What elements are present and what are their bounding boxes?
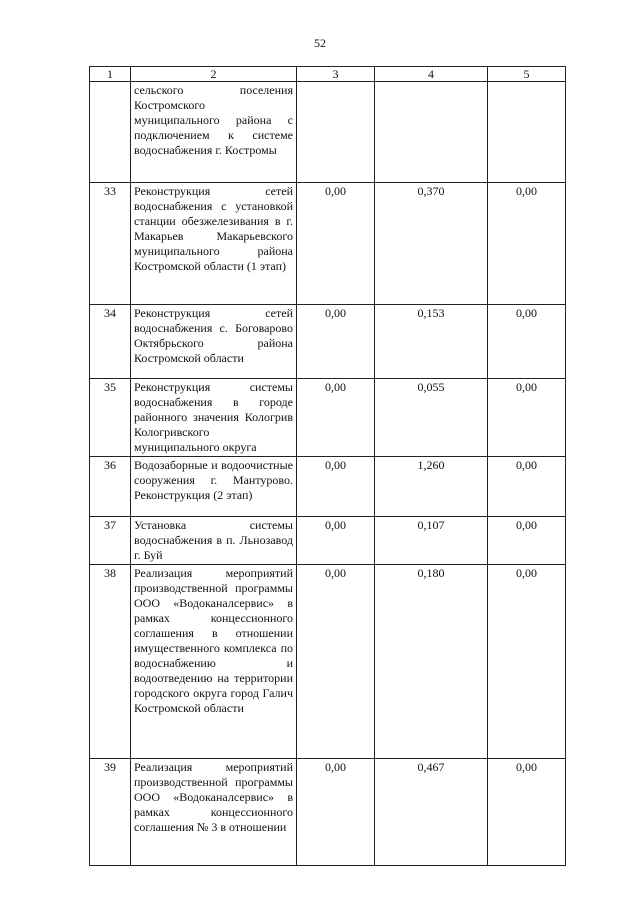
table-row bbox=[90, 565, 566, 759]
row-value-4: 1,260 bbox=[375, 457, 488, 517]
row-number: 39 bbox=[90, 759, 131, 866]
row-value-3: 0,00 bbox=[297, 183, 375, 305]
row-value-4: 0,055 bbox=[375, 379, 488, 457]
row-number: 35 bbox=[90, 379, 131, 457]
row-value-5: 0,00 bbox=[488, 517, 566, 565]
column-header-4: 4 bbox=[375, 67, 488, 82]
row-value-3: 0,00 bbox=[297, 457, 375, 517]
row-description: Реализация мероприятий производственной программы ООО «Водоканалсервис» в рамках концессионного соглашения в отношении имущественного комплекса по водоснабжению и водоотведению на территории городского округа город Галич Костромской области bbox=[131, 565, 297, 759]
row-description: Реализация мероприятий производственной программы ООО «Водоканалсервис» в рамках концессионного соглашения № 3 в отношении bbox=[131, 759, 297, 866]
row-description: Водозаборные и водоочистные сооружения г. Мантурово. Реконструкция (2 этап) bbox=[131, 457, 297, 517]
row-value-5: 0,00 bbox=[488, 565, 566, 759]
row-number: 37 bbox=[90, 517, 131, 565]
table-row-continuation bbox=[90, 82, 566, 183]
row-value-4: 0,370 bbox=[375, 183, 488, 305]
row-value-5: 0,00 bbox=[488, 305, 566, 379]
row-value-3: 0,00 bbox=[297, 565, 375, 759]
row-value-5: 0,00 bbox=[488, 457, 566, 517]
row-value-4 bbox=[375, 82, 488, 183]
row-value-3 bbox=[297, 82, 375, 183]
row-value-5: 0,00 bbox=[488, 183, 566, 305]
row-description: сельского поселения Костромского муниципального района с подключением к системе водоснабжения г. Костромы bbox=[131, 82, 297, 183]
column-header-5: 5 bbox=[488, 67, 566, 82]
row-value-3: 0,00 bbox=[297, 305, 375, 379]
row-description: Реконструкция сетей водоснабжения с. Боговарово Октябрьского района Костромской области bbox=[131, 305, 297, 379]
page-number: 52 bbox=[314, 36, 326, 50]
row-value-3: 0,00 bbox=[297, 379, 375, 457]
column-header-1: 1 bbox=[90, 67, 131, 82]
row-value-4: 0,467 bbox=[375, 759, 488, 866]
row-number: 33 bbox=[90, 183, 131, 305]
table-row bbox=[90, 517, 566, 565]
row-number: 34 bbox=[90, 305, 131, 379]
table-row bbox=[90, 183, 566, 305]
table-row bbox=[90, 305, 566, 379]
row-value-5: 0,00 bbox=[488, 759, 566, 866]
row-value-3: 0,00 bbox=[297, 517, 375, 565]
row-value-5: 0,00 bbox=[488, 379, 566, 457]
row-description: Установка системы водоснабжения в п. Льнозавод г. Буй bbox=[131, 517, 297, 565]
row-value-4: 0,107 bbox=[375, 517, 488, 565]
row-number bbox=[90, 82, 131, 183]
data-table bbox=[89, 66, 566, 866]
column-header-3: 3 bbox=[297, 67, 375, 82]
row-number: 38 bbox=[90, 565, 131, 759]
header-row bbox=[90, 67, 566, 82]
row-number: 36 bbox=[90, 457, 131, 517]
row-value-5 bbox=[488, 82, 566, 183]
row-value-3: 0,00 bbox=[297, 759, 375, 866]
table-row bbox=[90, 379, 566, 457]
row-description: Реконструкция сетей водоснабжения с установкой станции обезжелезивания в г. Макарьев Макарьевского муниципального района Костромской области (1 этап) bbox=[131, 183, 297, 305]
row-value-4: 0,180 bbox=[375, 565, 488, 759]
table-row bbox=[90, 759, 566, 866]
row-description: Реконструкция системы водоснабжения в городе районного значения Кологрив Кологривского муниципального округа bbox=[131, 379, 297, 457]
row-value-4: 0,153 bbox=[375, 305, 488, 379]
column-header-2: 2 bbox=[131, 67, 297, 82]
table-row bbox=[90, 457, 566, 517]
